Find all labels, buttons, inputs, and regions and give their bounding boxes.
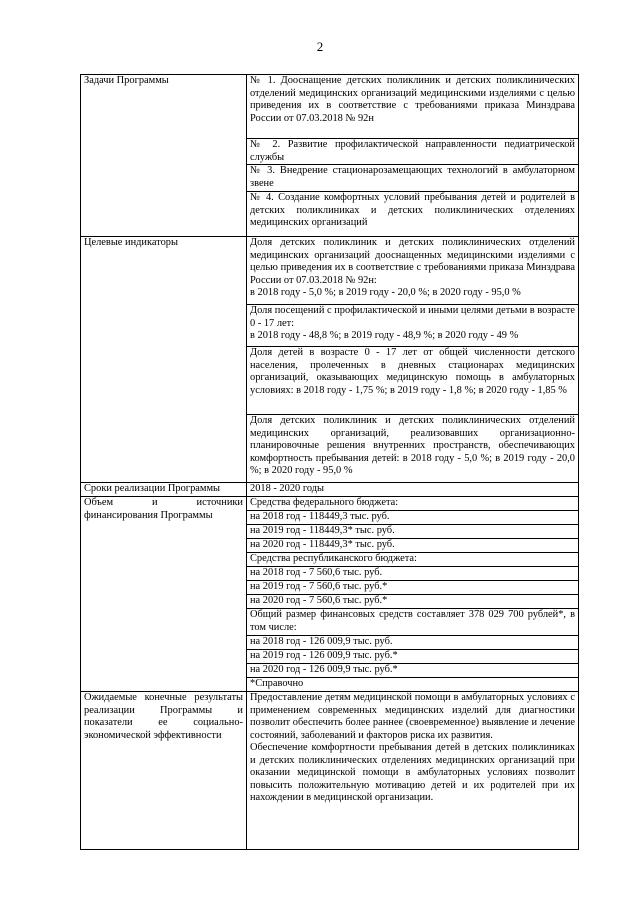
funding-total-item: на 2018 год - 126 009,9 тыс. руб. [247,636,579,650]
table-row-tasks [81,75,579,139]
indicator-values: в 2018 году - 5,0 %; в 2019 году - 20,0 %; в 2020 году - 95,0 % [250,287,521,299]
indicator-text: Доля детских поликлиник и детских поликлинических отделений медицинских организаций, реализовавших организационно-планировочные решения внутренних пространств, обеспечивающих комфортность пребывания детей: в 2018 году - 5,0 %; в 2019 году - 20,0 %; в 2020 году - 95,0 % [250,415,575,477]
indicator-item [247,237,579,305]
page-number: 2 [316,39,324,54]
funding-label: Объем и источники финансирования Программы [81,497,247,692]
table-row-indicators [81,237,579,305]
table-row-results [81,692,579,850]
task-item: № 1. Дооснащение детских поликлиник и детских поликлинических отделений медицинских организаций медицинскими изделиями с целью приведения их в соответствие с требованиями приказа Минздрава России от 07.03.2018 № 92н [247,75,579,139]
funding-federal-item: на 2018 год - 118449,3 тыс. руб. [247,511,579,525]
task-item: № 2. Развитие профилактической направленности педиатрической службы [247,139,579,165]
funding-regional-item: на 2018 год - 7 560,6 тыс. руб. [247,567,579,581]
terms-label: Сроки реализации Программы [81,483,247,497]
funding-total-item: на 2019 год - 126 009,9 тыс. руб.* [247,650,579,664]
table-row-funding [81,497,579,511]
terms-value: 2018 - 2020 годы [247,483,579,497]
indicator-item [247,415,579,483]
funding-regional-title: Средства республиканского бюджета: [247,553,579,567]
funding-note: *Справочно [247,678,579,692]
task-item: № 3. Внедрение стационарозамещающих технологий в амбулаторном звене [247,165,579,192]
funding-federal-title: Средства федерального бюджета: [247,497,579,511]
indicator-item [247,347,579,415]
funding-regional-item: на 2019 год - 7 560,6 тыс. руб.* [247,581,579,595]
funding-total-item: на 2020 год - 126 009,9 тыс. руб.* [247,664,579,678]
task-item: № 4. Создание комфортных условий пребывания детей и родителей в детских поликлиниках и детских поликлинических отделениях медицинских организаций [247,192,579,237]
indicator-item [247,305,579,347]
tasks-label: Задачи Программы [81,75,247,237]
indicator-text: Доля детей в возрасте 0 - 17 лет от общей численности детского населения, пролеченных в дневных стационарах медицинских организаций, оказывающих медицинскую помощь в амбулаторных условиях: в 2018 году - 1,75 %; в 2019 году - 1,8 %; в 2020 году - 1,85 % [250,347,575,396]
indicators-label: Целевые индикаторы [81,237,247,483]
results-label: Ожидаемые конечные результаты реализации Программы и показатели ее социально-экономической эффективности [81,692,247,850]
table-row-terms [81,483,579,497]
results-paragraph: Обеспечение комфортности пребывания детей в детских поликлиниках и детских поликлинических отделениях медицинских организаций при оказании медицинской помощи в амбулаторных условиях позволит повысить положительную мотивацию детей и их родителей при их нахождении в медицинской организации. [250,742,575,804]
indicator-values: в 2018 году - 48,8 %; в 2019 году - 48,9 %; в 2020 году - 49 % [250,330,519,342]
indicator-text: Доля посещений с профилактической и иными целями детьми в возрасте 0 - 17 лет: [250,305,575,329]
program-passport-table [80,74,579,850]
funding-total-title: Общий размер финансовых средств составляет 378 029 700 рублей*, в том числе: [247,609,579,636]
indicator-text: Доля детских поликлиник и детских поликлинических отделений медицинских организаций дооснащенных медицинскими изделиями с целью приведения их в соответствие с требованиями приказа Минздрава России от 07.03.2018 № 92н: [250,237,575,286]
funding-regional-item: на 2020 год - 7 560,6 тыс. руб.* [247,595,579,609]
results-paragraph: Предоставление детям медицинской помощи в амбулаторных условиях с применением современных медицинских изделий для диагностики позволит обеспечить более раннее (своевременное) выявление и лечение состояний, заболеваний и факторов риска их развития. [250,692,575,741]
funding-federal-item: на 2020 год - 118449,3* тыс. руб. [247,539,579,553]
funding-federal-item: на 2019 год - 118449,3* тыс. руб. [247,525,579,539]
results-value [247,692,579,850]
